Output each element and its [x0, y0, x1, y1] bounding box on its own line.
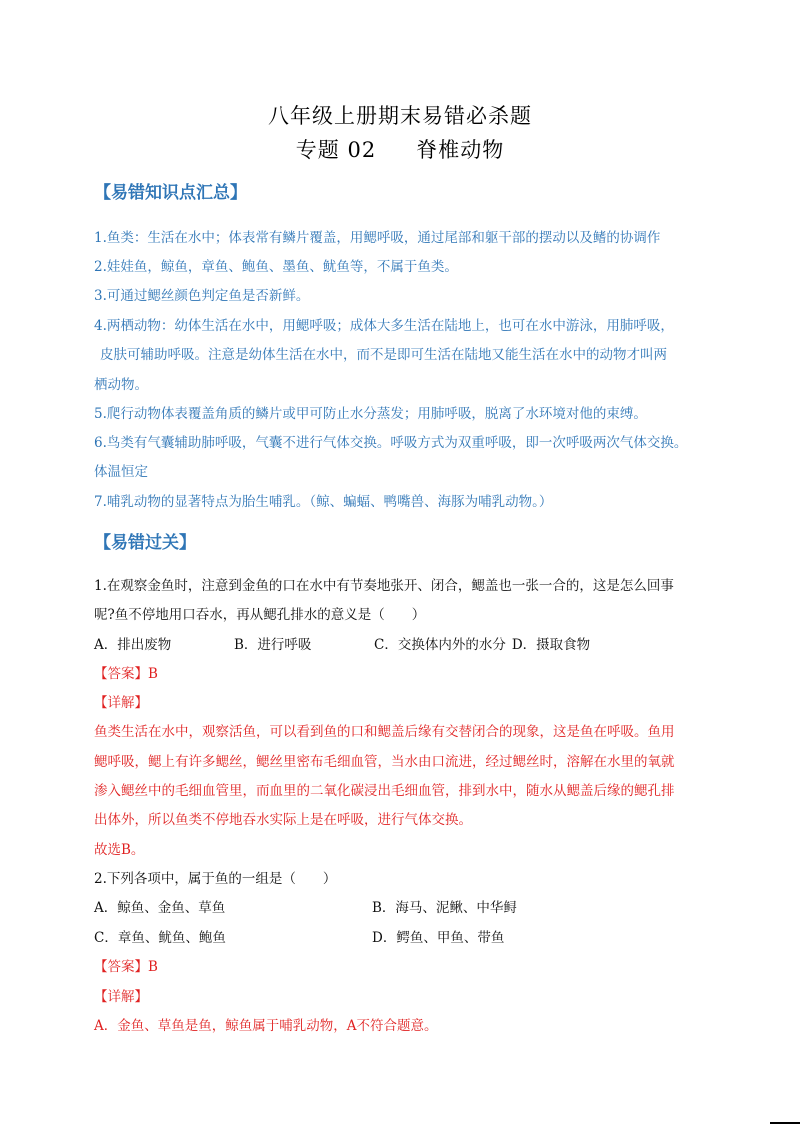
knowledge-line: 栖动物。	[94, 377, 148, 393]
option-c: C．交换体内外的水分	[374, 637, 506, 653]
question-2-options-row-1	[94, 896, 517, 916]
option-d: D．鳄鱼、甲鱼、带鱼	[372, 930, 505, 946]
question-1-answer	[94, 662, 158, 682]
option-b: B．海马、泥鳅、中华鲟	[372, 900, 517, 916]
question-2-stem: 2.下列各项中，属于鱼的一组是（ ）	[94, 871, 337, 887]
question-2-options-row-2	[94, 926, 504, 946]
question-1-explain-line: 出体外，所以鱼类不停地吞水实际上是在呼吸，进行气体交换。	[94, 812, 472, 828]
knowledge-line: 2.娃娃鱼，鲸鱼，章鱼、鲍鱼、墨鱼、鱿鱼等，不属于鱼类。	[94, 259, 458, 275]
knowledge-line: 5.爬行动物体表覆盖角质的鳞片或甲可防止水分蒸发；用肺呼吸，脱离了水环境对他的束缚。	[94, 406, 647, 422]
answer-value: B	[148, 666, 158, 682]
doc-subtitle	[0, 134, 800, 164]
answer-value: B	[148, 959, 158, 975]
option-a: A．鲸鱼、金鱼、草鱼	[94, 900, 226, 916]
practice-heading: 【易错过关】	[94, 533, 196, 553]
question-2-explain-label: 【详解】	[94, 989, 148, 1005]
knowledge-line: 皮肤可辅助呼吸。注意是幼体生活在水中，而不是即可生活在陆地又能生活在水中的动物才叫两	[100, 347, 667, 363]
question-1-stem: 1.在观察金鱼时，注意到金鱼的口在水中有节奏地张开、闭合，鳃盖也一张一合的，这是怎么回事	[94, 578, 674, 594]
question-1-stem: 呢?鱼不停地用口吞水，再从鳃孔排水的意义是（ ）	[94, 607, 426, 623]
topic-subject: 脊椎动物	[416, 138, 505, 162]
option-b: B．进行呼吸	[234, 637, 312, 653]
doc-title: 八年级上册期末易错必杀题	[268, 104, 532, 128]
question-1-options	[94, 633, 590, 653]
option-c: C．章鱼、鱿鱼、鲍鱼	[94, 930, 226, 946]
question-1-explain-line: 渗入鳃丝中的毛细血管里，而血里的二氧化碳浸出毛细血管，排到水中，随水从鳃盖后缘的鳃孔排	[94, 783, 675, 799]
knowledge-line: 体温恒定	[94, 464, 148, 480]
answer-label: 【答案】	[94, 959, 148, 975]
question-1-explain-line: 鳃呼吸，鳃上有许多鳃丝，鳃丝里密布毛细血管，当水由口流进，经过鳃丝时，溶解在水里的氧就	[94, 754, 675, 770]
answer-label: 【答案】	[94, 666, 148, 682]
knowledge-line: 1.鱼类：生活在水中；体表常有鳞片覆盖，用鳃呼吸，通过尾部和躯干部的摆动以及鳍的协调作	[94, 230, 661, 246]
knowledge-line: 6.鸟类有气囊辅助肺呼吸，气囊不进行气体交换。呼吸方式为双重呼吸，即一次呼吸两次气体交换。	[94, 435, 688, 451]
page-edge-rule	[770, 1122, 800, 1124]
question-1-conclusion: 故选B。	[94, 842, 145, 858]
knowledge-heading: 【易错知识点汇总】	[94, 183, 247, 203]
question-1-explain-label: 【详解】	[94, 695, 148, 711]
knowledge-line: 7.哺乳动物的显著特点为胎生哺乳。（鲸、蝙蝠、鸭嘴兽、海豚为哺乳动物。）	[94, 494, 553, 510]
question-1-explain-line: 鱼类生活在水中，观察活鱼，可以看到鱼的口和鳃盖后缘有交替闭合的现象，这是鱼在呼吸。鱼用	[94, 724, 675, 740]
knowledge-line: 4.两栖动物：幼体生活在水中，用鳃呼吸；成体大多生活在陆地上，也可在水中游泳，用肺呼吸，	[94, 318, 674, 334]
option-a: A．排出废物	[94, 637, 172, 653]
knowledge-line: 3.可通过鳃丝颜色判定鱼是否新鲜。	[94, 288, 310, 304]
question-2-answer	[94, 955, 158, 975]
question-2-explain-line: A．金鱼、草鱼是鱼，鲸鱼属于哺乳动物，A不符合题意。	[94, 1018, 438, 1034]
topic-number: 专题 02	[295, 138, 377, 162]
option-d: D．摄取食物	[511, 637, 591, 653]
